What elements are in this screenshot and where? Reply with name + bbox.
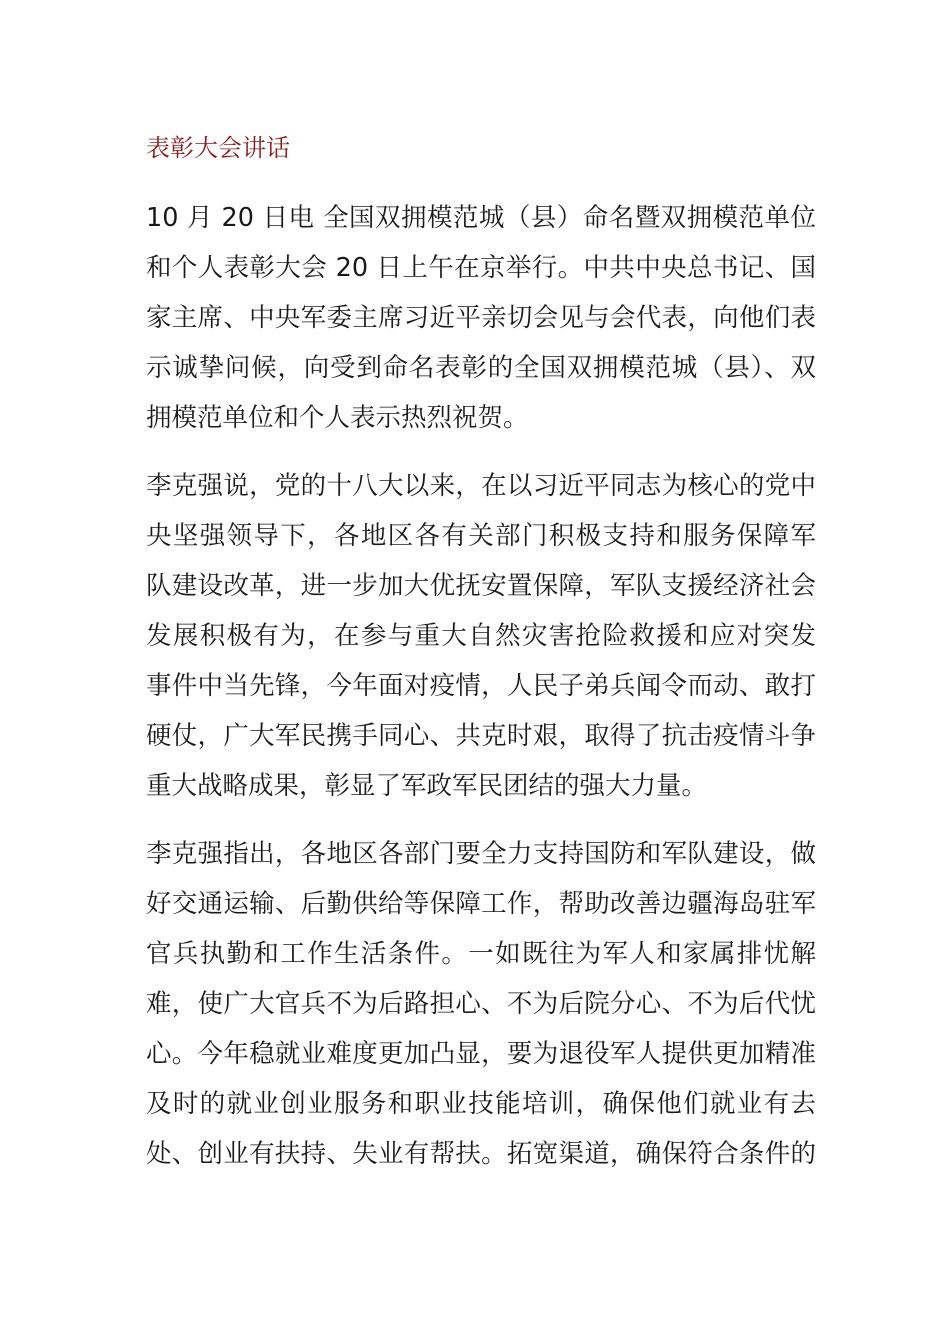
paragraph-2-line-3: 队建设改革，进一步加大优抚安置保障，军队支援经济社会 [146, 571, 816, 601]
paragraph-1-line-1: 10 月 20 日电 全国双拥模范城（县）命名暨双拥模范单位 [146, 203, 816, 233]
paragraph-1-line-5: 拥模范单位和个人表示热烈祝贺。 [146, 403, 529, 433]
paragraph-2-line-7: 重大战略成果，彰显了军政军民团结的强大力量。 [146, 771, 708, 801]
paragraph-3-line-2: 好交通运输、后勤供给等保障工作，帮助改善边疆海岛驻军 [146, 889, 816, 919]
paragraph-1-line-4: 示诚挚问候，向受到命名表彰的全国双拥模范城（县）、双 [146, 353, 816, 383]
paragraph-2-line-2: 央坚强领导下，各地区各有关部门积极支持和服务保障军 [146, 521, 816, 551]
document-title: 表彰大会讲话 [146, 134, 290, 162]
paragraph-1-line-3: 家主席、中央军委主席习近平亲切会见与会代表，向他们表 [146, 303, 816, 333]
paragraph-3-line-1: 李克强指出，各地区各部门要全力支持国防和军队建设，做 [146, 839, 816, 869]
paragraph-3-line-4: 难，使广大官兵不为后路担心、不为后院分心、不为后代忧 [146, 989, 816, 1019]
paragraph-3-line-3: 官兵执勤和工作生活条件。一如既往为军人和家属排忧解 [146, 939, 816, 969]
paragraph-3-line-5: 心。今年稳就业难度更加凸显，要为退役军人提供更加精准 [146, 1039, 816, 1069]
paragraph-2-line-1: 李克强说，党的十八大以来，在以习近平同志为核心的党中 [146, 471, 816, 501]
paragraph-1-line-2: 和个人表彰大会 20 日上午在京举行。中共中央总书记、国 [146, 253, 816, 283]
paragraph-2-line-5: 事件中当先锋，今年面对疫情，人民子弟兵闻令而动、敢打 [146, 671, 816, 701]
paragraph-2-line-6: 硬仗，广大军民携手同心、共克时艰，取得了抗击疫情斗争 [146, 721, 816, 751]
paragraph-2-line-4: 发展积极有为，在参与重大自然灾害抢险救援和应对突发 [146, 621, 816, 651]
paragraph-3-line-6: 及时的就业创业服务和职业技能培训，确保他们就业有去 [146, 1089, 816, 1119]
paragraph-3-line-7: 处、创业有扶持、失业有帮扶。拓宽渠道，确保符合条件的 [146, 1139, 816, 1169]
